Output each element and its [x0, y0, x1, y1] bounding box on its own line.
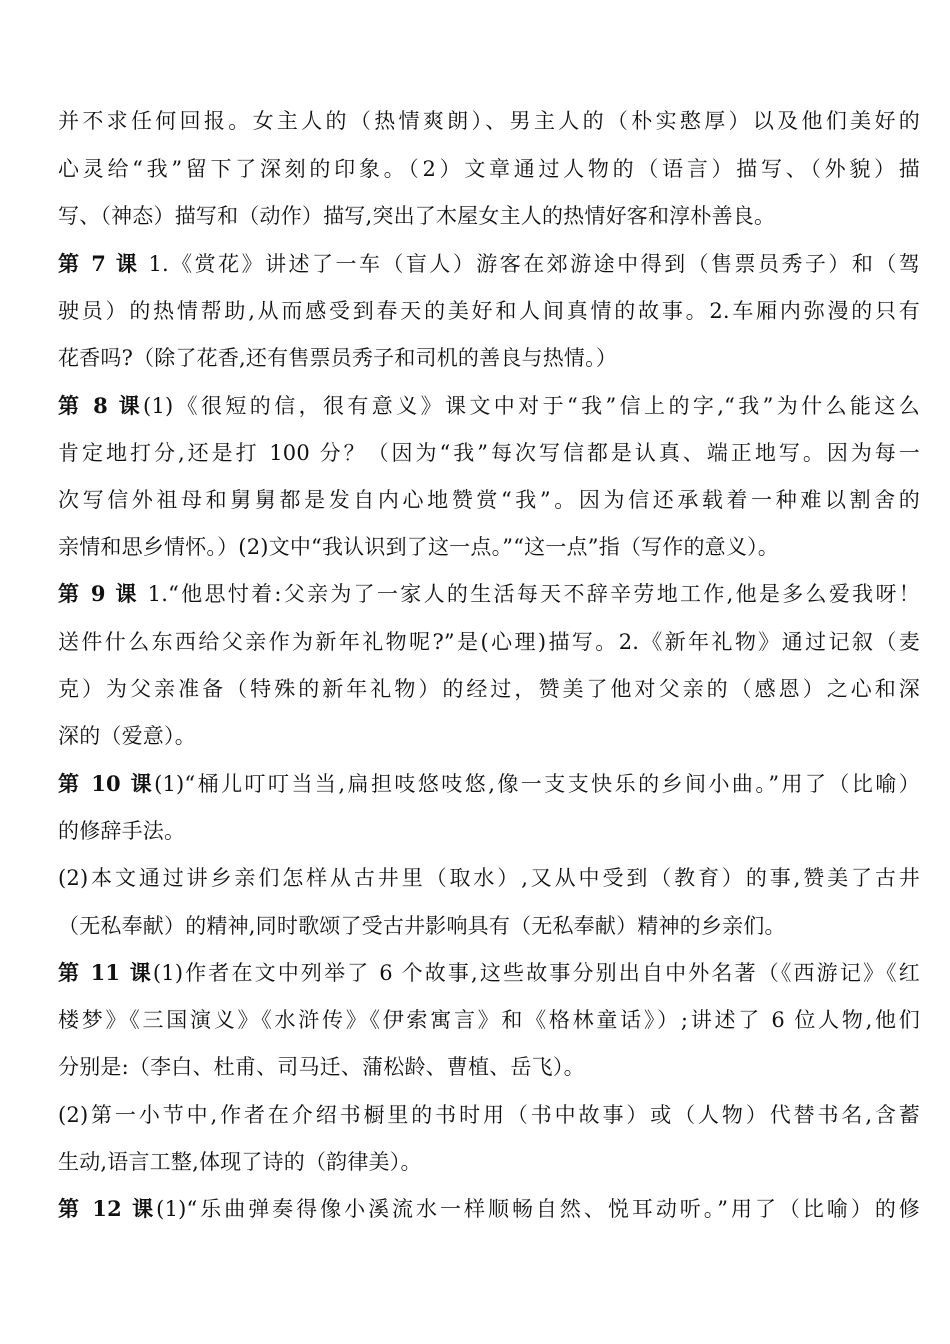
lesson-heading: 第 10 课 — [58, 771, 155, 796]
text-line: （无私奉献）的精神,同时歌颂了受古井影响具有（无私奉献）精神的乡亲们。 — [58, 914, 786, 938]
text-line: 写、（神态）描写和（动作）描写,突出了木屋女主人的热情好客和淳朴善良。 — [58, 204, 776, 228]
text-line: 驶员）的热情帮助,从而感受到春天的美好和人间真情的故事。2.车厢内弥漫的只有 — [58, 299, 920, 323]
text-line: 肯定地打分,还是打 100 分？（因为“我”每次写信都是认真、端正地写。因为每一 — [58, 441, 920, 465]
text-line: 次写信外祖母和舅舅都是发自内心地赞赏“我”。因为信还承载着一种难以割舍的 — [58, 488, 920, 512]
text-line: 花香吗?（除了花香,还有售票员秀子和司机的善良与热情。） — [58, 346, 618, 370]
text-line: 深的（爱意）。 — [58, 724, 196, 748]
lesson-heading: 第 7 课 — [58, 251, 140, 276]
text-line: 分别是:（李白、杜甫、司马迁、蒲松龄、曹植、岳飞）。 — [58, 1055, 585, 1079]
text-line: (2)本文通过讲乡亲们怎样从古井里（取水）,又从中受到（教育）的事,赞美了古井 — [58, 866, 920, 890]
text-line: 第 11 课(1)作者在文中列举了 6 个故事,这些故事分别出自中外名著（《西游记》《红 — [58, 960, 920, 985]
text-line: 第 12 课(1)“乐曲弹奏得像小溪流水一样顺畅自然、悦耳动听。”用了（比喻）的修 — [58, 1196, 921, 1221]
text-line: 并不求任何回报。女主人的（热情爽朗）、男主人的（朴实憨厚）以及他们美好的 — [58, 109, 920, 133]
lesson-heading: 第 12 课 — [58, 1196, 157, 1221]
text-line: 送件什么东西给父亲作为新年礼物呢?”是(心理)描写。2.《新年礼物》通过记叙（麦 — [58, 630, 920, 654]
text-line: 亲情和思乡情怀。）(2)文中“我认识到了这一点。”“这一点”指（写作的意义）。 — [58, 535, 779, 559]
text-line: 第 8 课(1)《很短的信，很有意义》课文中对于“我”信上的字,“我”为什么能这么 — [58, 393, 920, 418]
lesson-heading: 第 11 课 — [58, 960, 153, 985]
lesson-heading: 第 8 课 — [58, 393, 144, 418]
text-line: 第 9 课 1.“他思忖着:父亲为了一家人的生活每天不辞辛劳地工作,他是多么爱我呀！ — [58, 581, 920, 606]
text-line: (2)第一小节中,作者在介绍书橱里的书时用（书中故事）或（人物）代替书名,含蓄 — [58, 1103, 920, 1127]
text-line: 心灵给“我”留下了深刻的印象。（2）文章通过人物的（语言）描写、（外貌）描 — [58, 157, 920, 181]
text-line: 生动,语言工整,体现了诗的（韵律美）。 — [58, 1150, 422, 1174]
text-line: 楼梦》《三国演义》《水浒传》《伊索寓言》和《格林童话》）;讲述了 6 位人物,他们 — [58, 1008, 920, 1032]
text-line: 第 10 课(1)“桶儿叮叮当当,扁担吱悠吱悠,像一支支快乐的乡间小曲。”用了（比喻） — [58, 771, 921, 796]
text-line: 的修辞手法。 — [58, 819, 186, 843]
lesson-heading: 第 9 课 — [58, 581, 139, 606]
text-line: 第 7 课 1.《赏花》讲述了一车（盲人）游客在郊游途中得到（售票员秀子）和（驾 — [58, 251, 920, 276]
text-line: 克）为父亲准备（特殊的新年礼物）的经过，赞美了他对父亲的（感恩）之心和深 — [58, 677, 920, 701]
